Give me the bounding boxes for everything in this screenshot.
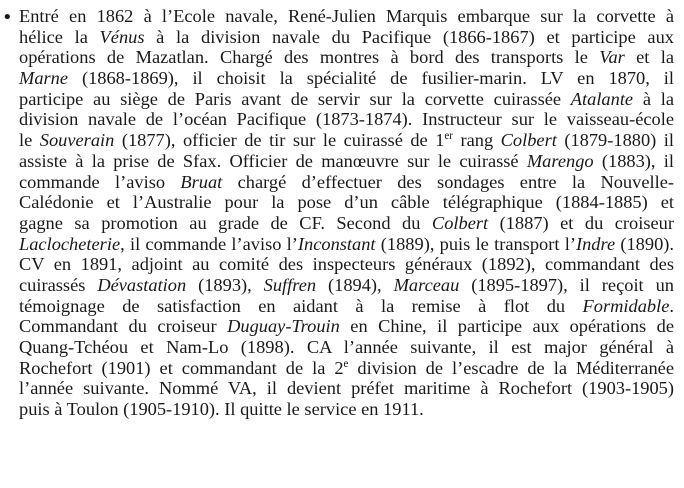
text-run: . xyxy=(669,295,674,316)
text-run: le xyxy=(19,130,40,151)
text-run: Rochefort (1901) et commandant de la 2 xyxy=(19,357,344,378)
text-run: (1887) et du croiseur xyxy=(488,212,674,233)
text-line xyxy=(19,27,674,48)
bullet-marker: • xyxy=(2,7,13,28)
text-run: assiste à la prise de Sfax. Officier de manœuvre sur le cuirassé xyxy=(19,150,527,171)
text-run: l’année suivante. Nommé VA, il devient préfet maritime à Rochefort (1903-1905) xyxy=(19,378,674,399)
italic-name: Indre xyxy=(575,233,616,254)
text-line xyxy=(19,89,674,110)
text-run: , il commande l’aviso l’ xyxy=(120,233,298,254)
ordinal-superscript: er xyxy=(444,130,453,142)
text-line xyxy=(19,213,674,234)
text-run: en Chine, il participe aux opérations de xyxy=(339,316,674,337)
italic-name: Inconstant xyxy=(297,233,376,254)
text-line xyxy=(19,234,674,255)
text-line xyxy=(19,68,674,89)
italic-name: Duguay-Trouin xyxy=(227,316,340,337)
italic-name: Colbert xyxy=(500,130,557,151)
text-run: division navale de l’océan Pacifique (1873-1874). Instructeur sur le vaisseau-école xyxy=(19,109,674,130)
text-run: rang xyxy=(452,130,501,151)
text-run: Quang-Tchéou et Nam-Lo (1898). CA l’année suivante, il est major général à xyxy=(19,337,674,357)
text-run: (1877), officier de tir sur le cuirassé de 1 xyxy=(114,130,445,151)
italic-name: Souverain xyxy=(39,130,115,151)
text-line xyxy=(19,399,674,420)
text-run: (1883), il xyxy=(593,150,674,171)
text-run: (1879-1880) il xyxy=(556,130,674,151)
text-run: participe au siège de Paris avant de servir sur la corvette cuirassée xyxy=(19,88,571,109)
ordinal-superscript: e xyxy=(343,357,349,370)
italic-name: Suffren xyxy=(263,274,317,295)
italic-name: Marne xyxy=(19,68,69,89)
text-run: témoignage de satisfaction en aidant à la remise à flot du xyxy=(19,295,583,316)
biography-paragraph xyxy=(19,6,674,420)
text-run: chargé d’effectuer des sondages entre la Nouvelle- xyxy=(222,171,674,192)
text-run: Calédonie et l’Australie pour la pose d’un câble télégraphique (1884-1885) et xyxy=(19,192,674,213)
italic-name: Colbert xyxy=(431,212,489,233)
text-run: (1889), puis le transport l’ xyxy=(375,233,576,254)
italic-name: Laclocheterie xyxy=(19,233,121,254)
text-run: et la xyxy=(624,47,675,68)
text-line xyxy=(19,296,674,317)
text-run: (1895-1897), il reçoit un xyxy=(459,274,674,295)
text-run: (1868-1869), il choisit la spécialité de fusilier-marin. LV en 1870, il xyxy=(68,68,674,89)
text-line xyxy=(19,275,674,296)
text-run: Commandant du croiseur xyxy=(19,316,228,337)
text-run: opérations de Mazatlan. Chargé des montres à bord des transports le xyxy=(19,47,600,68)
text-run: gagne sa promotion au grade de CF. Second du xyxy=(19,212,432,233)
text-run: hélice la xyxy=(19,26,100,47)
text-line xyxy=(19,172,674,193)
text-run: division de l’escadre de la Méditerranée xyxy=(348,357,674,378)
text-run: à la division navale du Pacifique (1866-1867) et participe aux xyxy=(144,26,674,47)
text-line xyxy=(19,6,674,27)
text-line xyxy=(19,151,674,172)
italic-name: Formidable xyxy=(582,295,670,316)
text-line xyxy=(19,378,674,399)
text-line xyxy=(19,130,674,151)
text-run: (1893), xyxy=(186,274,264,295)
italic-name: Vénus xyxy=(99,26,145,47)
italic-name: Var xyxy=(599,47,625,68)
italic-name: Atalante xyxy=(570,88,634,109)
text-run: CV en 1891, adjoint au comité des inspecteurs généraux (1892), commandant des xyxy=(19,254,674,275)
text-run: commande l’aviso xyxy=(19,171,181,192)
text-run: (1890). xyxy=(615,233,674,254)
italic-name: Marengo xyxy=(526,150,594,171)
text-line xyxy=(19,109,674,130)
text-run: à la xyxy=(633,88,674,109)
italic-name: Marceau xyxy=(393,274,460,295)
text-line xyxy=(19,47,674,68)
italic-name: Dévastation xyxy=(97,274,187,295)
text-line xyxy=(19,316,674,337)
italic-name: Bruat xyxy=(180,171,223,192)
text-line xyxy=(19,358,674,379)
text-line xyxy=(19,192,674,213)
text-run: cuirassés xyxy=(19,274,98,295)
text-run: (1894), xyxy=(316,274,394,295)
text-run: puis à Toulon (1905-1910). Il quitte le service en 1911. xyxy=(19,399,424,420)
text-line xyxy=(19,337,674,358)
text-run: Entré en 1862 à l’Ecole navale, René-Julien Marquis embarque sur la corvette à xyxy=(19,6,674,26)
text-line xyxy=(19,254,674,275)
